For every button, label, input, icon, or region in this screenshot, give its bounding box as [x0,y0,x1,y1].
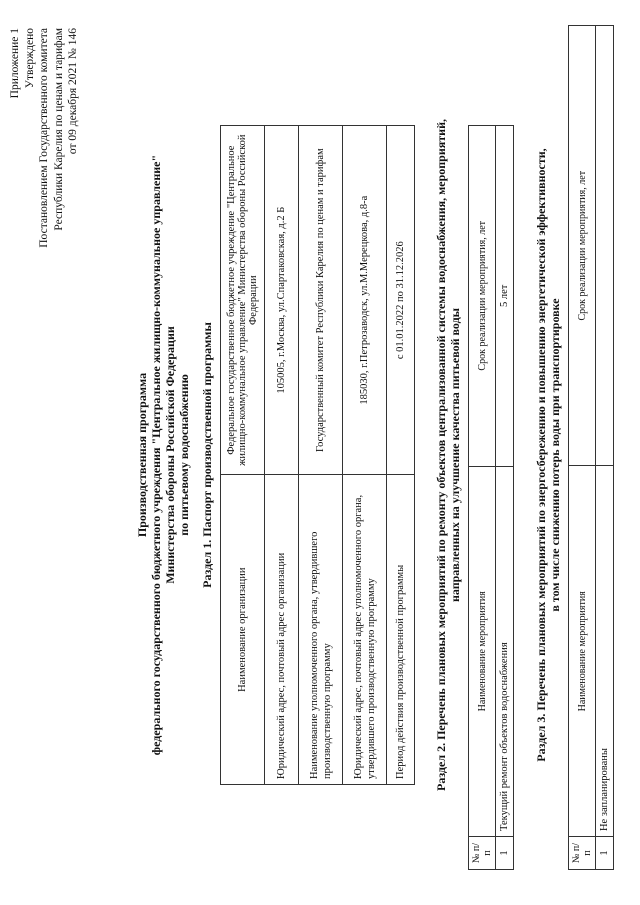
heading-line: Раздел 2. Перечень плановых мероприятий по ремонту объектов централизованной системы водоснабжения, мероприятий, [434,119,448,791]
table-cell: с 01.01.2022 по 31.12.2026 [387,126,415,475]
table-header-cell: Наименование организации [221,475,265,785]
table-row [265,126,299,785]
table-row [221,126,265,785]
table-header-cell: Срок реализации мероприятия, лет [469,126,496,467]
table-row [469,126,496,870]
document-title [135,125,191,785]
table-cell: 1 [496,837,514,870]
approval-line: Приложение 1 [9,28,21,99]
table-cell: 5 лет [496,126,514,467]
table-header-cell: Федеральное государственное бюджетное учреждение "Центральное жилищно-коммунальное управление" Министерства обороны Российской Федерации [221,126,265,475]
table-row [343,126,387,785]
approval-block [8,28,81,248]
table-cell [596,26,614,466]
section3-heading [534,25,562,885]
section1-heading: Раздел 1. Паспорт производственной программы [200,322,214,588]
approval-line: Утверждено [23,28,36,89]
table-header-cell: № п/п [569,837,596,870]
heading-line: в том числе снижению потерь воды при транспортировке [548,298,562,612]
table-cell: 185030, г.Петрозаводск, ул.М.Мерецкова, д.8-а [343,126,387,475]
table-header-cell: № п/п [469,837,496,870]
passport-table [220,125,415,785]
table-row [387,126,415,785]
heading-line: направленных на улучшение качества питьевой воды [448,307,462,603]
section3-table [568,25,614,870]
title-line: Производственная программа [135,372,149,538]
table-cell: 1 [596,837,614,870]
table-header-cell: Срок реализации мероприятия, лет [569,26,596,466]
table-cell: Наименование уполномоченного органа, утвердившего производственную программу [299,475,343,785]
table-cell: 105005, г.Москва, ул.Спартаковская, д.2 Б [265,126,299,475]
table-cell: Текущий ремонт объектов водоснабжения [496,466,514,836]
approval-line: Республики Карелия по ценам и тарифам [52,28,65,231]
table-header-cell: Наименование мероприятия [569,466,596,837]
table-header-cell: Наименование мероприятия [469,466,496,836]
table-row [496,126,514,870]
approval-line: от 09 декабря 2021 № 146 [67,28,79,155]
title-line: по питьевому водоснабжению [177,374,191,536]
section2-heading [434,35,462,875]
table-cell: Государственный комитет Республики Карелия по ценам и тарифам [299,126,343,475]
heading-line: Раздел 3. Перечень плановых мероприятий по энергосбережению и повышению энергетической эффективности, [534,148,548,762]
table-cell: Юридический адрес, почтовый адрес уполномоченного органа, утвердившего производственную программу [343,475,387,785]
approval-line: Постановлением Государственного комитета [38,28,50,248]
table-cell: Юридический адрес, почтовый адрес организации [265,475,299,785]
title-line: Министерства обороны Российской Федерации [163,326,177,584]
title-line: федерального государственного бюджетного учреждения "Центральное жилищно-коммунальное управление" [149,154,163,756]
table-row [299,126,343,785]
table-cell: Не запланированы [596,466,614,837]
section2-table [468,125,514,870]
table-row [569,26,596,870]
table-row [596,26,614,870]
table-cell: Период действия производственной программы [387,475,415,785]
